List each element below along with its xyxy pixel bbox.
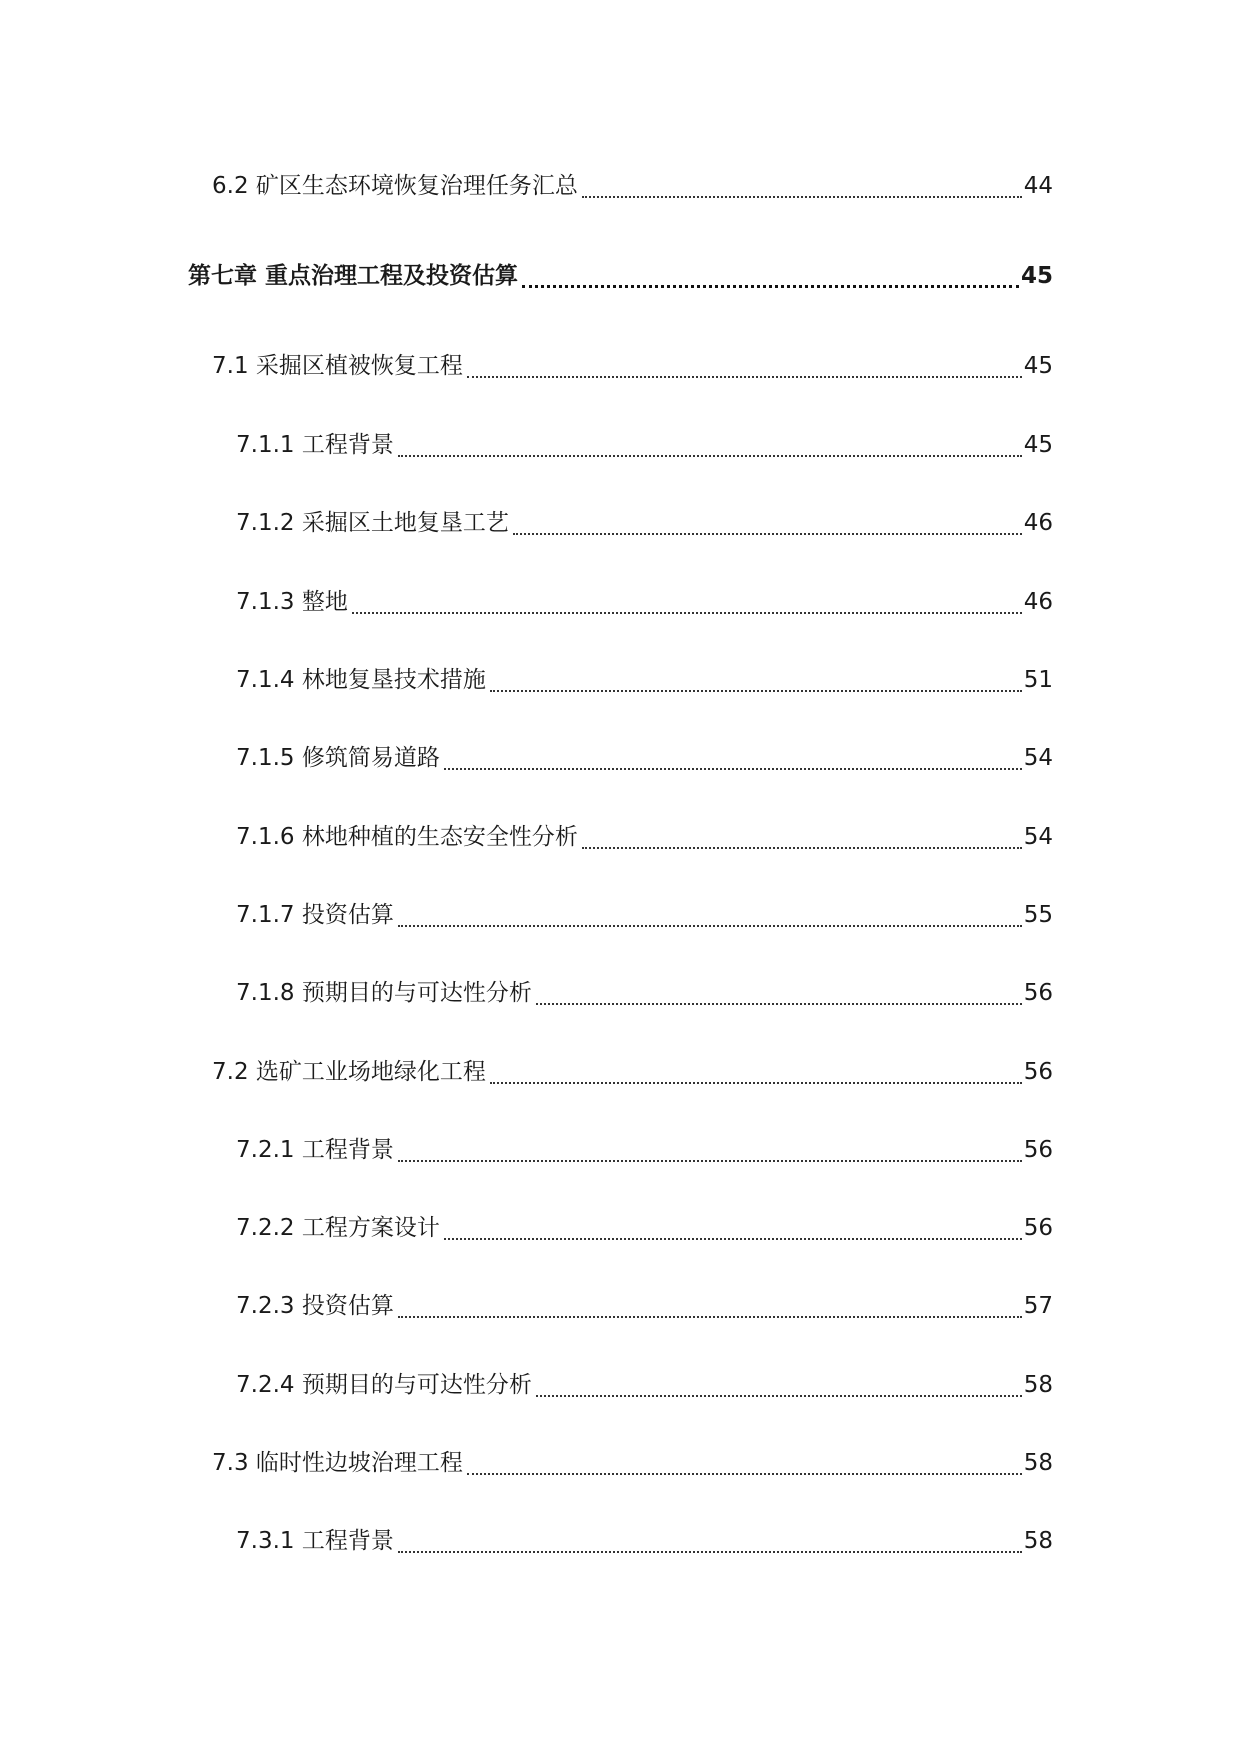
toc-leader-dots — [513, 533, 1022, 535]
toc-entry-title: 7.2.3 投资估算 — [236, 1293, 394, 1319]
toc-entry[interactable] — [236, 584, 1053, 620]
toc-entry-title: 7.1.8 预期目的与可达性分析 — [236, 980, 532, 1006]
toc-leader-dots — [467, 376, 1022, 378]
toc-entry-page: 56 — [1023, 1215, 1053, 1241]
toc-entry[interactable] — [236, 975, 1053, 1011]
toc-entry-title: 7.2 选矿工业场地绿化工程 — [212, 1059, 486, 1085]
toc-entry-page: 45 — [1023, 432, 1053, 458]
toc-entry-page: 46 — [1023, 589, 1053, 615]
toc-leader-dots — [398, 1316, 1022, 1318]
toc-entry[interactable] — [212, 1445, 1053, 1481]
toc-entry-page: 45 — [1020, 263, 1053, 289]
toc-entry[interactable] — [236, 897, 1053, 933]
toc-leader-dots — [536, 1003, 1022, 1005]
toc-entry-page: 58 — [1023, 1450, 1053, 1476]
toc-entry-title: 6.2 矿区生态环境恢复治理任务汇总 — [212, 173, 578, 199]
toc-entry[interactable] — [212, 168, 1053, 204]
toc-entry-page: 45 — [1023, 353, 1053, 379]
toc-entry-page: 51 — [1023, 667, 1053, 693]
toc-entry-title: 7.1.4 林地复垦技术措施 — [236, 667, 486, 693]
toc-entry-title: 7.1.2 采掘区土地复垦工艺 — [236, 510, 509, 536]
toc-leader-dots — [352, 612, 1022, 614]
toc-entry-page: 56 — [1023, 980, 1053, 1006]
toc-leader-dots — [398, 925, 1022, 927]
toc-entry[interactable] — [236, 1367, 1053, 1403]
toc-entry[interactable] — [236, 740, 1053, 776]
toc-leader-dots — [398, 1160, 1022, 1162]
toc-entry-title: 7.1.1 工程背景 — [236, 432, 394, 458]
toc-entry-page: 46 — [1023, 510, 1053, 536]
toc-leader-dots — [490, 1082, 1022, 1084]
toc-entry-title: 7.1.6 林地种植的生态安全性分析 — [236, 824, 578, 850]
toc-leader-dots — [444, 768, 1022, 770]
toc-entry[interactable] — [236, 1210, 1053, 1246]
toc-leader-dots — [398, 1551, 1022, 1553]
toc-entry-title: 7.2.2 工程方案设计 — [236, 1215, 440, 1241]
toc-leader-dots — [467, 1473, 1022, 1475]
toc-entry[interactable] — [236, 819, 1053, 855]
toc-entry-page: 56 — [1023, 1137, 1053, 1163]
toc-entry-title: 7.1 采掘区植被恢复工程 — [212, 353, 463, 379]
toc-leader-dots — [582, 196, 1022, 198]
toc-entry-title: 7.1.3 整地 — [236, 589, 348, 615]
toc-entry-page: 56 — [1023, 1059, 1053, 1085]
toc-leader-dots — [522, 285, 1019, 288]
toc-entry-title: 7.1.5 修筑简易道路 — [236, 745, 440, 771]
toc-entry-page: 55 — [1023, 902, 1053, 928]
toc-entry-title: 第七章 重点治理工程及投资估算 — [188, 263, 519, 289]
toc-entry-title: 7.3 临时性边坡治理工程 — [212, 1450, 463, 1476]
toc-entry[interactable] — [212, 348, 1053, 384]
toc-entry-page: 44 — [1023, 173, 1053, 199]
toc-chapter-entry[interactable] — [188, 258, 1053, 294]
toc-leader-dots — [536, 1395, 1022, 1397]
toc-entry[interactable] — [236, 1523, 1053, 1559]
toc-entry-title: 7.1.7 投资估算 — [236, 902, 394, 928]
toc-entry-page: 54 — [1023, 745, 1053, 771]
toc-entry[interactable] — [236, 505, 1053, 541]
toc-leader-dots — [490, 690, 1022, 692]
toc-entry[interactable] — [236, 427, 1053, 463]
toc-entry-page: 58 — [1023, 1528, 1053, 1554]
toc-entry[interactable] — [236, 1132, 1053, 1168]
toc-entry-title: 7.3.1 工程背景 — [236, 1528, 394, 1554]
toc-leader-dots — [444, 1238, 1022, 1240]
toc-entry-title: 7.2.1 工程背景 — [236, 1137, 394, 1163]
toc-entry-title: 7.2.4 预期目的与可达性分析 — [236, 1372, 532, 1398]
toc-entry[interactable] — [212, 1054, 1053, 1090]
toc-entry[interactable] — [236, 1288, 1053, 1324]
toc-leader-dots — [582, 847, 1022, 849]
toc-entry-page: 57 — [1023, 1293, 1053, 1319]
toc-leader-dots — [398, 455, 1022, 457]
toc-entry-page: 54 — [1023, 824, 1053, 850]
toc-entry-page: 58 — [1023, 1372, 1053, 1398]
toc-entry[interactable] — [236, 662, 1053, 698]
